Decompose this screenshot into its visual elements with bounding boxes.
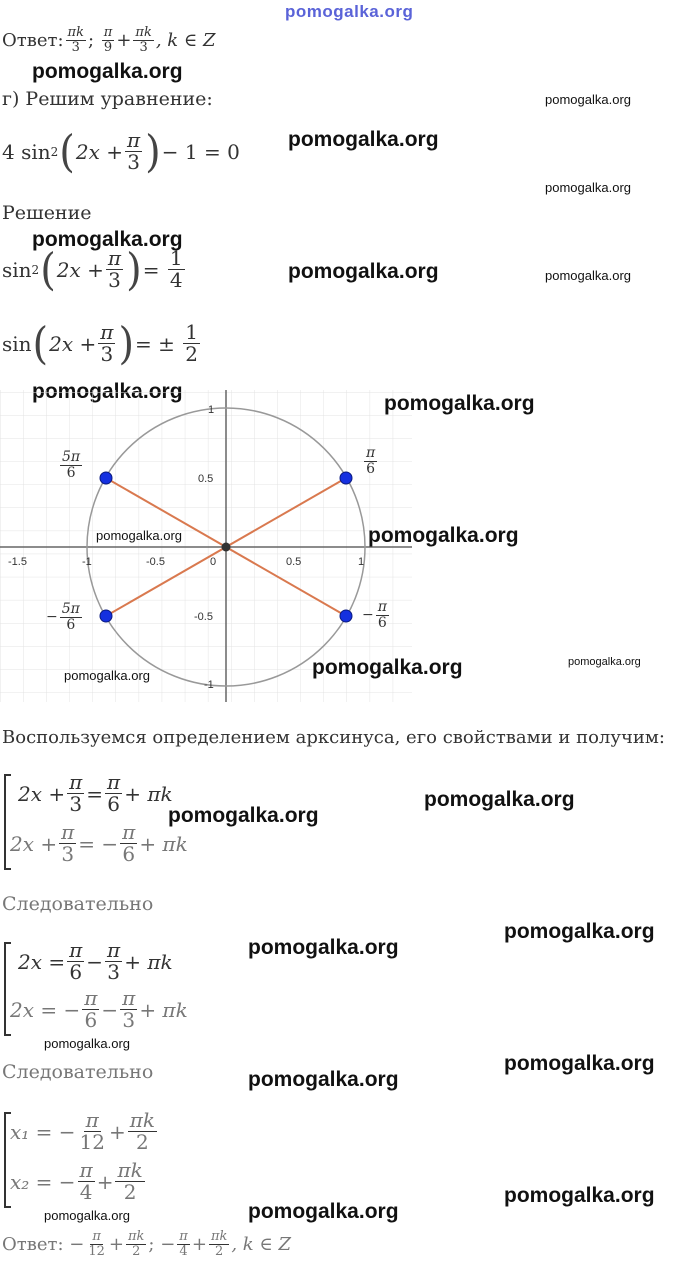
watermark: pomogalka.org <box>288 260 439 283</box>
label-5pi6: $\frac{5\pi}{6}$ <box>62 449 81 481</box>
watermark: pomogalka.org <box>545 92 631 107</box>
point-minus-5pi6 <box>100 610 112 622</box>
system3-line2: x₂ = − $\frac{\pi}{4}$ + $\frac{\pi k}{2}$ <box>10 1158 143 1204</box>
system1-line1: 2x + $\frac{\pi}{3}$ = $\frac{\pi}{6}$ + πk <box>18 770 173 816</box>
system1-line2: 2x + $\frac{\pi}{3}$ = − $\frac{\pi}{6}$ + πk <box>10 820 188 866</box>
watermark: pomogalka.org <box>32 60 183 83</box>
y-tick: -1 <box>204 679 214 691</box>
watermark: pomogalka.org <box>545 268 631 283</box>
step-equation-2: sin ( 2x + $\frac{\pi}{3}$ ) = ± $\frac{1}{2}$ <box>2 318 199 369</box>
watermark: pomogalka.org <box>504 1052 655 1075</box>
y-tick: 1 <box>208 404 215 416</box>
watermark: pomogalka.org <box>96 528 182 543</box>
x-tick: 0.5 <box>286 556 302 568</box>
watermark: pomogalka.org <box>384 392 535 415</box>
watermark: pomogalka.org <box>32 228 183 251</box>
therefore-label: Следовательно <box>2 1061 154 1083</box>
fraction: $\frac{\pi k}{3}$ <box>135 25 152 55</box>
watermark: pomogalka.org <box>44 1208 130 1223</box>
watermark: pomogalka.org <box>288 128 439 151</box>
label-minus-5pi6: − $\frac{5\pi}{6}$ <box>46 601 80 633</box>
fraction: $\frac{\pi}{3}$ <box>100 320 114 366</box>
answer-label: Ответ: <box>2 1233 64 1255</box>
x-tick: 1 <box>358 556 365 568</box>
label-minus-pi6: − $\frac{\pi}{6}$ <box>362 599 387 631</box>
watermark: pomogalka.org <box>368 524 519 547</box>
system2-line1: 2x = $\frac{\pi}{6}$ − $\frac{\pi}{3}$ + πk <box>18 938 173 984</box>
origin-point <box>222 543 231 552</box>
watermark: pomogalka.org <box>568 656 641 668</box>
system2-line2: 2x = − $\frac{\pi}{6}$ − $\frac{\pi}{3}$ + πk <box>10 986 188 1032</box>
section-title: г) Решим уравнение: <box>2 88 213 110</box>
fraction: $\frac{1}{2}$ <box>185 320 199 366</box>
system3-line1: x₁ = − $\frac{\pi}{12}$ + $\frac{\pi k}{2}$ <box>10 1108 156 1154</box>
x-tick: 0 <box>210 556 217 568</box>
answer-line-1: Ответ: $\frac{\pi k}{3}$ ; $\frac{\pi}{9}$ + $\frac{\pi k}{3}$ , k ∈ Z <box>2 25 216 55</box>
watermark: pomogalka.org <box>545 180 631 195</box>
watermark: pomogalka.org <box>312 656 463 679</box>
x-tick: -1.5 <box>8 556 27 568</box>
watermark: pomogalka.org <box>248 1200 399 1223</box>
watermark: pomogalka.org <box>424 788 575 811</box>
fraction: $\frac{\pi}{3}$ <box>107 246 122 292</box>
answer-label: Ответ: <box>2 29 64 51</box>
x-tick: -0.5 <box>146 556 165 568</box>
answer-line-2: Ответ: − $\frac{\pi}{12}$ + $\frac{\pi k}{2}$ ; − $\frac{\pi}{4}$ + $\frac{\pi k}{2}$ , k ∈ Z <box>2 1229 291 1259</box>
step-equation-1: sin 2 ( 2x + $\frac{\pi}{3}$ ) = $\frac{1}{4}$ <box>2 244 183 295</box>
arcsin-explanation: Воспользуемся определением арксинуса, его свойствами и получим: <box>2 727 665 748</box>
watermark: pomogalka.org <box>168 804 319 827</box>
fraction: $\frac{\pi}{9}$ <box>103 25 113 55</box>
point-5pi6 <box>100 472 112 484</box>
x-tick: -1 <box>82 556 92 568</box>
watermark: pomogalka.org <box>44 1036 130 1051</box>
y-tick: 0.5 <box>198 473 214 485</box>
point-minus-pi6 <box>340 610 352 622</box>
y-tick: -0.5 <box>194 611 213 623</box>
watermark: pomogalka.org <box>504 920 655 943</box>
point-pi6 <box>340 472 352 484</box>
fraction: $\frac{1}{4}$ <box>169 246 183 292</box>
fraction: $\frac{\pi k}{3}$ <box>67 25 84 55</box>
main-equation: 4 sin 2 ( 2x + $\frac{\pi}{3}$ ) − 1 = 0 <box>2 126 240 177</box>
watermark: pomogalka.org <box>248 936 399 959</box>
fraction: $\frac{\pi}{3}$ <box>127 128 141 174</box>
solution-label: Решение <box>2 202 92 224</box>
watermark: pomogalka.org <box>504 1184 655 1207</box>
site-header-watermark[interactable]: pomogalka.org <box>285 2 414 21</box>
label-pi6: $\frac{\pi}{6}$ <box>366 445 376 477</box>
therefore-label: Следовательно <box>2 893 154 915</box>
watermark: pomogalka.org <box>64 668 150 683</box>
watermark: pomogalka.org <box>248 1068 399 1091</box>
